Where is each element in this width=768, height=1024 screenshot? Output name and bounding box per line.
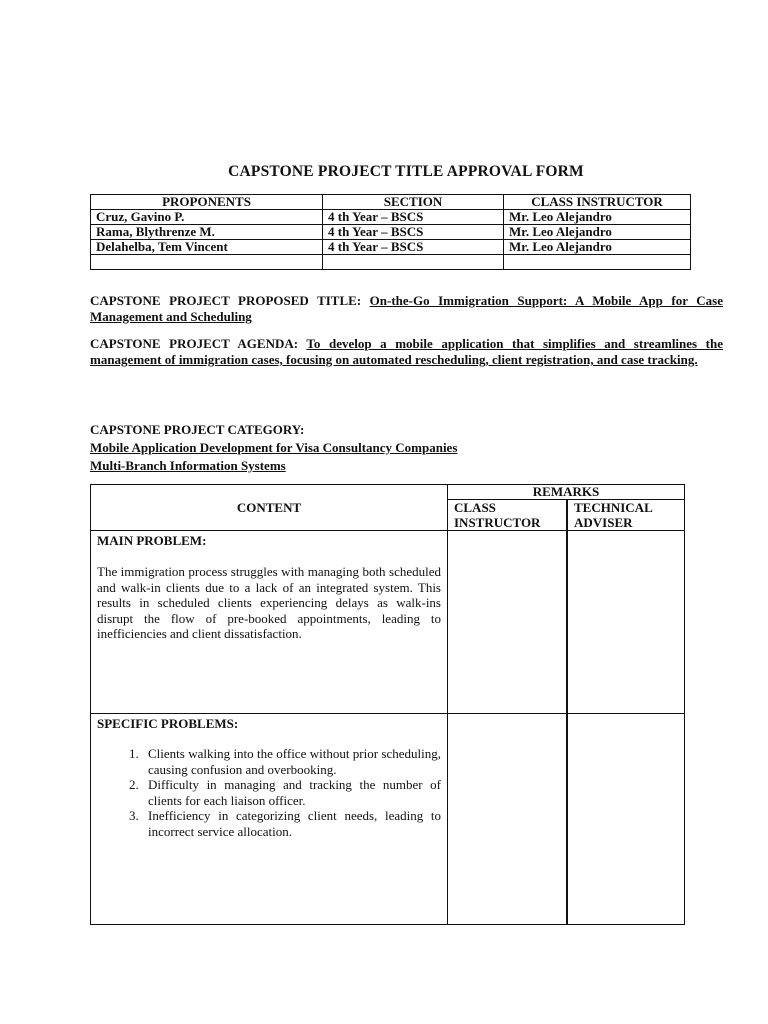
specific-problems-cell xyxy=(91,714,448,925)
proponent-name: Cruz, Gavino P. xyxy=(91,210,323,225)
proposed-title-label: CAPSTONE PROJECT PROPOSED TITLE: xyxy=(90,293,362,308)
proponent-instructor: Mr. Leo Alejandro xyxy=(504,225,691,240)
list-item: 2. Difficulty in managing and tracking the number of clients for each liaison officer. xyxy=(142,777,441,808)
list-item: 3. Inefficiency in categorizing client needs, leading to incorrect service allocation. xyxy=(142,808,441,839)
header-class-instructor: CLASS INSTRUCTOR xyxy=(504,195,691,210)
category-item: Multi-Branch Information Systems xyxy=(90,458,286,473)
class-instructor-remarks-cell xyxy=(448,531,568,714)
proposed-title-section xyxy=(90,293,723,325)
content-header: CONTENT xyxy=(91,485,448,531)
proponent-name: Rama, Blythrenze M. xyxy=(91,225,323,240)
specific-problems-title: SPECIFIC PROBLEMS: xyxy=(97,716,239,731)
agenda-label: CAPSTONE PROJECT AGENDA: xyxy=(90,336,299,351)
category-item: Mobile Application Development for Visa Consultancy Companies xyxy=(90,440,458,455)
remarks-header: REMARKS xyxy=(448,485,685,500)
proponent-section: 4 th Year – BSCS xyxy=(323,210,504,225)
form-title: CAPSTONE PROJECT TITLE APPROVAL FORM xyxy=(228,163,584,180)
proponent-instructor: Mr. Leo Alejandro xyxy=(504,240,691,255)
main-problem-text: The immigration process struggles with managing both scheduled and walk-in clients due to a lack of an integrated system. This results in scheduled clients experiencing delays as walk-ins disrupt the flow of pre-booked appointments, leading to inefficiencies and client dissatisfaction. xyxy=(97,564,441,641)
table-row xyxy=(91,210,691,225)
class-instructor-remarks-cell xyxy=(448,714,568,925)
review-table xyxy=(90,484,685,925)
empty-cell xyxy=(91,255,323,270)
empty-cell xyxy=(323,255,504,270)
main-problem-title: MAIN PROBLEM: xyxy=(97,533,207,548)
technical-adviser-remarks-cell xyxy=(567,531,685,714)
table-row xyxy=(91,240,691,255)
proponent-instructor: Mr. Leo Alejandro xyxy=(504,210,691,225)
agenda-section xyxy=(90,336,723,368)
header-proponents: PROPONENTS xyxy=(91,195,323,210)
proponents-table xyxy=(90,194,691,270)
main-problem-cell xyxy=(91,531,448,714)
list-item: 1. Clients walking into the office without prior scheduling, causing confusion and overbooking. xyxy=(142,746,441,777)
category-label: CAPSTONE PROJECT CATEGORY: xyxy=(90,422,305,437)
proponent-name: Delahelba, Tem Vincent xyxy=(91,240,323,255)
table-row xyxy=(91,225,691,240)
proponent-section: 4 th Year – BSCS xyxy=(323,240,504,255)
technical-adviser-header: TECHNICAL ADVISER xyxy=(567,500,685,531)
proposed-title-value: On-the-Go Immigration Support: A Mobile App for Case Management and Scheduling xyxy=(90,293,723,324)
agenda-value: To develop a mobile application that simplifies and streamlines the management of immigration cases, focusing on automated rescheduling, client registration, and case tracking. xyxy=(90,336,724,367)
technical-adviser-remarks-cell xyxy=(567,714,685,925)
empty-cell xyxy=(504,255,691,270)
proponent-section: 4 th Year – BSCS xyxy=(323,225,504,240)
header-section: SECTION xyxy=(323,195,504,210)
category-section xyxy=(90,421,457,475)
class-instructor-header: CLASS INSTRUCTOR xyxy=(448,500,568,531)
table-header-row xyxy=(91,195,691,210)
table-row-empty xyxy=(91,255,691,270)
specific-problems-list xyxy=(97,746,441,839)
